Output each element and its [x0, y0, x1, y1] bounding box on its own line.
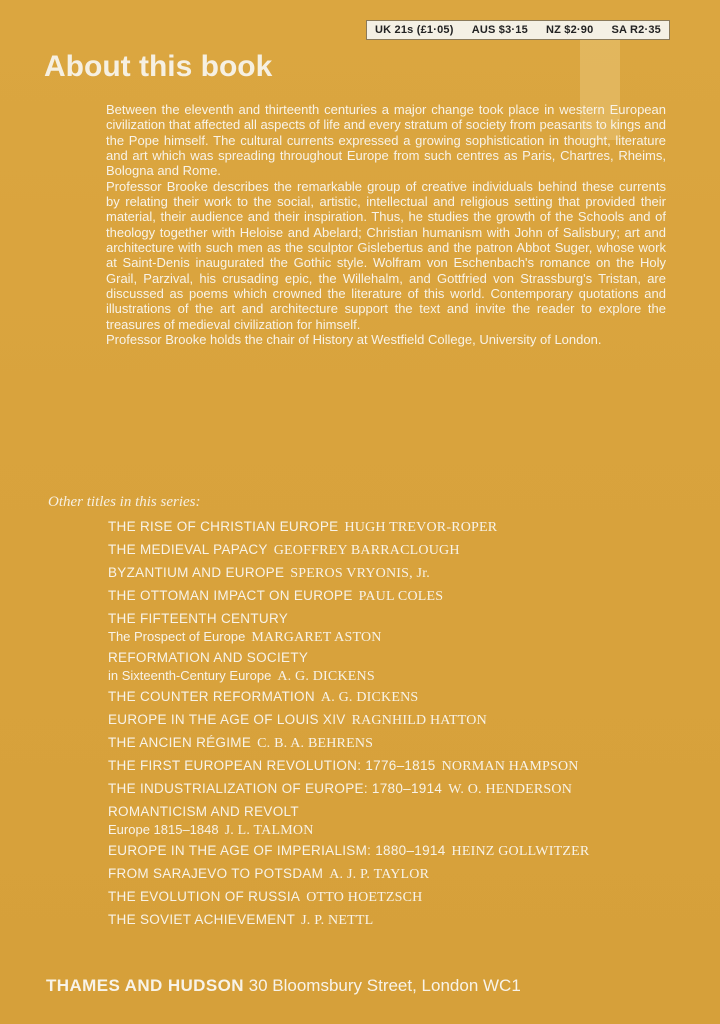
series-title-item — [108, 734, 698, 752]
series-title: THE RISE OF CHRISTIAN EUROPE — [108, 519, 339, 534]
series-title-item — [108, 541, 698, 559]
series-title: THE OTTOMAN IMPACT ON EUROPE — [108, 588, 353, 603]
series-title: FROM SARAJEVO TO POTSDAM — [108, 866, 324, 881]
series-title: EUROPE IN THE AGE OF IMPERIALISM: 1880–1914 — [108, 843, 446, 858]
series-title-item — [108, 711, 698, 729]
price-uk: UK 21s (£1·05) — [375, 24, 454, 36]
series-author: A. J. P. TAYLOR — [329, 867, 430, 882]
series-title-item — [108, 803, 698, 839]
series-author: A. G. DICKENS — [277, 669, 375, 684]
series-title: THE SOVIET ACHIEVEMENT — [108, 912, 296, 927]
series-author: RAGNHILD HATTON — [351, 713, 487, 728]
series-title-item — [108, 888, 698, 906]
series-author: GEOFFREY BARRACLOUGH — [273, 543, 460, 558]
series-author: HEINZ GOLLWITZER — [451, 844, 590, 859]
book-description: Between the eleventh and thirteenth centuries a major change took place in western European civilization that affected all aspects of life and every stratum of society from peasants to kings and the Pope himself. The cultural currents expressed a growing sophistication in thought, literature and art which was spreading throughout Europe from such centres as Paris, Chartres, Rheims, Bologna and Rome. Professor Brooke describes the remarkable group of creative individuals behind these currents by relating their work to the social, artistic, intellectual and religious setting that provided their material, their audience and their inspiration. Thus, he studies the growth of the Schools and of theology together with Heloise and Abelard; Christian humanism with John of Salisbury; art and architecture with such men as the sculptor Gislebertus and the patron Abbot Suger, whose work at Saint-Denis inaugurated the Gothic style. Wolfram von Eschenbach's romance on the Holy Grail, Parzival, his crusading epic, the Willehalm, and Gottfried von Strassburg's Tristan, are discussed as poems which crowned the literature of this world. Contemporary quotations and illustrations of the art and architecture support the text and invite the reader to explore the treasures of medieval civilization for himself. Professor Brooke holds the chair of History at Westfield College, University of London. — [106, 102, 666, 348]
price-sticker — [366, 20, 670, 40]
series-title: EUROPE IN THE AGE OF LOUIS XIV — [108, 712, 346, 727]
series-author: NORMAN HAMPSON — [441, 759, 579, 774]
series-title: THE MEDIEVAL PAPACY — [108, 542, 268, 557]
series-author: W. O. HENDERSON — [448, 782, 573, 797]
series-author: A. G. DICKENS — [320, 690, 419, 705]
series-subtitle: Europe 1815–1848 — [108, 822, 219, 837]
series-subtitle: in Sixteenth-Century Europe — [108, 668, 272, 683]
publisher-address: 30 Bloomsbury Street, London WC1 — [248, 976, 521, 995]
series-heading: Other titles in this series: — [48, 494, 201, 510]
series-title-item — [108, 564, 698, 582]
series-title-item — [108, 757, 698, 775]
series-title-item — [108, 842, 698, 860]
series-title-item — [108, 587, 698, 605]
series-title: THE EVOLUTION OF RUSSIA — [108, 889, 301, 904]
series-author: HUGH TREVOR-ROPER — [344, 520, 498, 535]
series-title-item — [108, 518, 698, 536]
series-title: ROMANTICISM AND REVOLT — [108, 804, 299, 819]
about-heading: About this book — [44, 50, 273, 83]
series-title-item — [108, 865, 698, 883]
series-author: OTTO HOETZSCH — [306, 890, 423, 905]
price-aus: AUS $3·15 — [471, 24, 528, 36]
series-title: THE FIRST EUROPEAN REVOLUTION: 1776–1815 — [108, 758, 436, 773]
series-title-item — [108, 688, 698, 706]
series-subtitle: The Prospect of Europe — [108, 629, 246, 644]
series-title-item — [108, 649, 698, 685]
series-title-item — [108, 610, 698, 646]
series-title: THE FIFTEENTH CENTURY — [108, 611, 289, 626]
price-sa: SA R2·35 — [611, 24, 661, 36]
series-title: THE INDUSTRIALIZATION OF EUROPE: 1780–1914 — [108, 781, 443, 796]
series-author: J. P. NETTL — [301, 913, 374, 928]
series-title: THE COUNTER REFORMATION — [108, 689, 315, 704]
series-author: PAUL COLES — [358, 589, 444, 604]
series-author: MARGARET ASTON — [251, 630, 382, 645]
series-author: C. B. A. BEHRENS — [257, 736, 374, 751]
series-title: BYZANTIUM AND EUROPE — [108, 565, 285, 580]
series-title-item — [108, 911, 698, 929]
series-title: REFORMATION AND SOCIETY — [108, 650, 309, 665]
series-title-list — [108, 518, 698, 934]
series-author: SPEROS VRYONIS, Jr. — [290, 566, 430, 581]
series-author: J. L. TALMON — [224, 823, 314, 838]
publisher-name: THAMES AND HUDSON — [46, 976, 244, 995]
price-nz: NZ $2·90 — [545, 24, 594, 36]
series-title: THE ANCIEN RÉGIME — [108, 735, 252, 750]
series-title-item — [108, 780, 698, 798]
publisher-footer — [46, 976, 521, 996]
